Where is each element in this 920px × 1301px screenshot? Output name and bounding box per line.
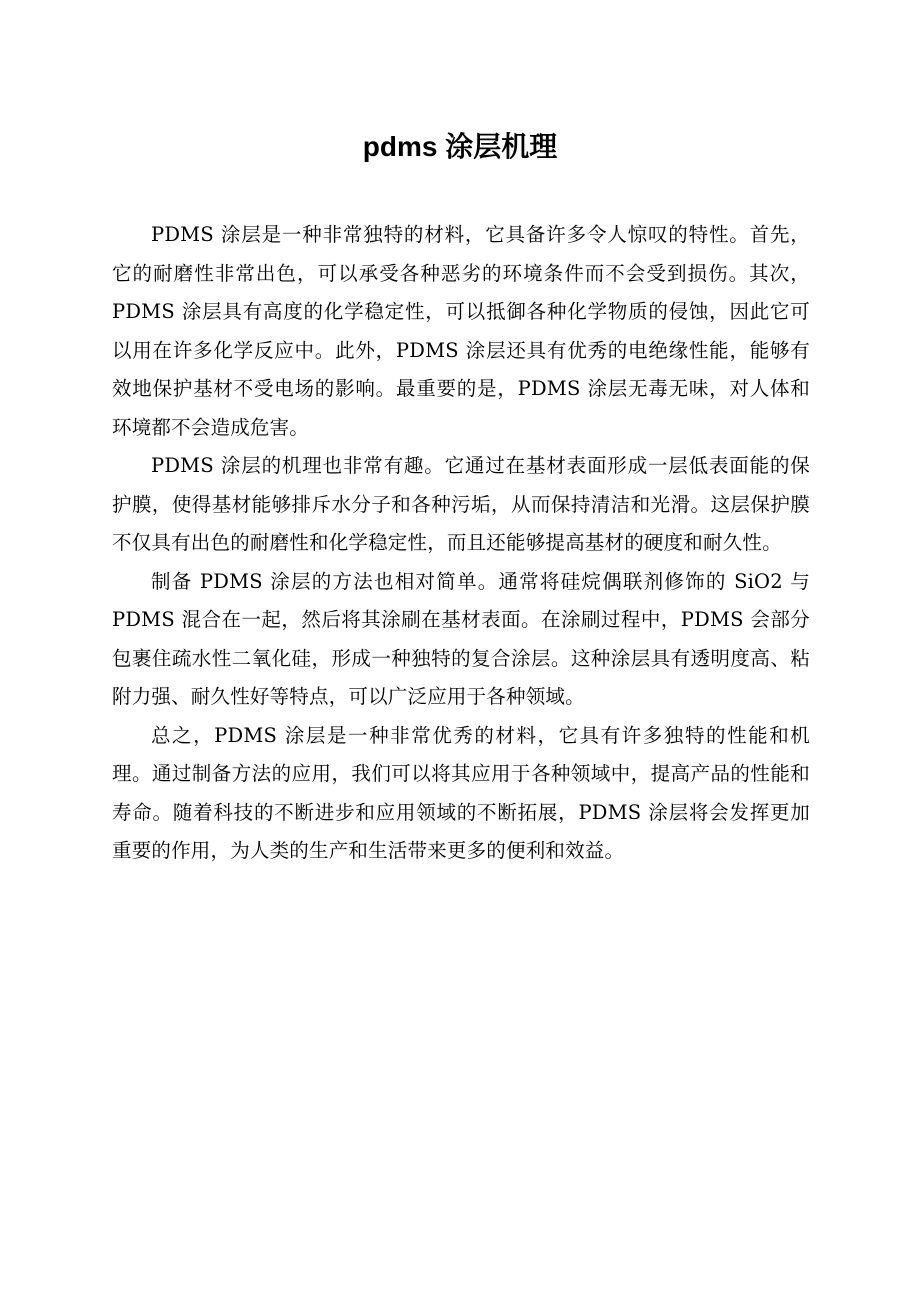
- document-body: [112, 216, 810, 871]
- paragraph-conclusion: 总之，PDMS 涂层是一种非常优秀的材料，它具有许多独特的性能和机理。通过制备方法的应用，我们可以将其应用于各种领域中，提高产品的性能和寿命。随着科技的不断进步和应用领域的不断拓展，PDMS 涂层将会发挥更加重要的作用，为人类的生产和生活带来更多的便利和效益。: [112, 723, 810, 862]
- paragraph-mechanism: PDMS 涂层的机理也非常有趣。它通过在基材表面形成一层低表面能的保护膜，使得基材能够排斥水分子和各种污垢，从而保持清洁和光滑。这层保护膜不仅具有出色的耐磨性和化学稳定性，而且还能够提高基材的硬度和耐久性。: [112, 454, 810, 554]
- document-title: pdms 涂层机理: [362, 131, 558, 162]
- paragraph-properties: PDMS 涂层是一种非常独特的材料，它具备许多令人惊叹的特性。首先，它的耐磨性非常出色，可以承受各种恶劣的环境条件而不会受到损伤。其次，PDMS 涂层具有高度的化学稳定性，可以抵御各种化学物质的侵蚀，因此它可以用在许多化学反应中。此外，PDMS 涂层还具有优秀的电绝缘性能，能够有效地保护基材不受电场的影响。最重要的是，PDMS 涂层无毒无味，对人体和环境都不会造成危害。: [112, 223, 810, 439]
- paragraph-preparation: 制备 PDMS 涂层的方法也相对简单。通常将硅烷偶联剂修饰的 SiO2 与 PDMS 混合在一起，然后将其涂刷在基材表面。在涂刷过程中，PDMS 会部分包裹住疏水性二氧化硅，形成一种独特的复合涂层。这种涂层具有透明度高、粘附力强、耐久性好等特点，可以广泛应用于各种领域。: [112, 569, 810, 708]
